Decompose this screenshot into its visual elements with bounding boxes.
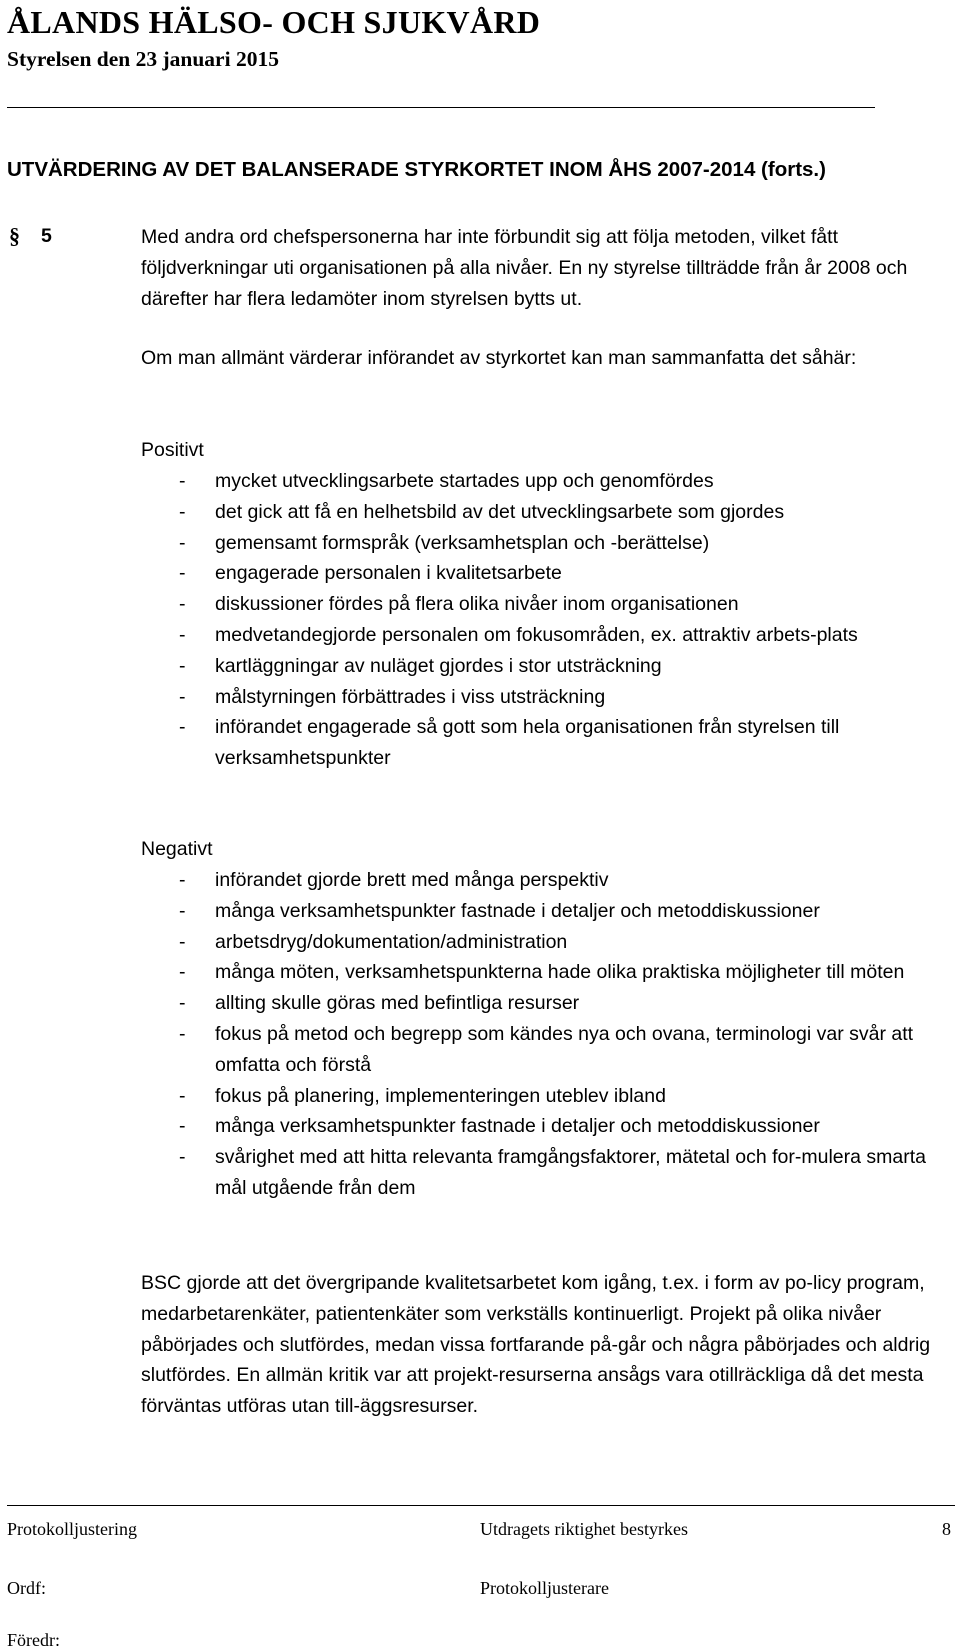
list-item-text: arbetsdryg/dokumentation/administration [215, 930, 568, 953]
list-item: - införandet engagerade så gott som hela organisationen från styrelsen till verksamhetspunkter [179, 716, 840, 770]
list-item-text: införandet engagerade så gott som hela organisationen från styrelsen till verksamhetspunkter [215, 716, 840, 770]
meeting-date: Styrelsen den 23 januari 2015 [7, 47, 279, 71]
summary-paragraph: Om man allmänt värderar införandet av styrkortet kan man sammanfatta det såhär: [141, 347, 857, 369]
intro-paragraph: Med andra ord chefspersonerna har inte förbundit sig att följa metoden, vilket fått följdverkningar uti organisationen på alla nivåer. En ny styrelse tillträdde från år 2008 och därefter har flera ledamöter inom styrelsen bytts ut. [141, 226, 908, 310]
list-item: - medvetandegjorde personalen om fokusområden, ex. attraktiv arbets-plats [179, 623, 858, 646]
list-item: - svårighet med att hitta relevanta framgångsfaktorer, mätetal och for-mulera smarta mål utgående från dem [179, 1146, 926, 1199]
list-item-text: målstyrningen förbättrades i viss utsträckning [215, 685, 606, 708]
list-item: - många verksamhetspunkter fastnade i detaljer och metoddiskussioner [179, 899, 820, 922]
list-item-text: många verksamhetspunkter fastnade i detaljer och metoddiskussioner [215, 1115, 820, 1138]
organization-title: ÅLANDS HÄLSO- OCH SJUKVÅRD [7, 4, 541, 40]
list-item: - många möten, verksamhetspunkterna hade olika praktiska möjligheter till möten [179, 961, 905, 984]
list-item: - mycket utvecklingsarbete startades upp och genomfördes [179, 470, 714, 492]
list-item: - arbetsdryg/dokumentation/administration [179, 930, 568, 953]
list-item-text: fokus på planering, implementeringen uteblev ibland [215, 1084, 666, 1107]
list-item-text: kartläggningar av nuläget gjordes i stor utsträckning [215, 654, 662, 677]
page-number: 8 [942, 1519, 951, 1539]
closing-paragraph: BSC gjorde att det övergripande kvalitetsarbetet kom igång, t.ex. i form av po-licy program, medarbetarenkäter, patientenkäter som verkställs kontinuerligt. Projekt på olika nivåer påbörjades och slutfördes, medan vissa fortfarande på-går och några påbörjades och aldrig slutfördes. En allmän kritik var att projekt-resurserna ansågs vara otillräckliga då det mesta förväntas utföras utan till-äggsresurser. [141, 1272, 931, 1418]
footer-certification: Utdragets riktighet bestyrkes [480, 1519, 688, 1539]
footer-protocol-adjustment: Protokolljustering [7, 1519, 137, 1539]
chair-label: Ordf: [7, 1578, 46, 1598]
list-item: - kartläggningar av nuläget gjordes i stor utsträckning [179, 654, 662, 677]
list-item: - fokus på metod och begrepp som kändes nya och ovana, terminologi var svår att omfatta och förstå [179, 1022, 914, 1076]
list-item: - fokus på planering, implementeringen uteblev ibland [179, 1084, 666, 1107]
list-item-text: fokus på metod och begrepp som kändes nya och ovana, terminologi var svår att omfatta och förstå [215, 1022, 914, 1076]
list-item-text: många möten, verksamhetspunkterna hade olika praktiska möjligheter till möten [215, 961, 905, 984]
list-item: - diskussioner fördes på flera olika nivåer inom organisationen [179, 593, 739, 616]
positive-heading: Positivt [141, 439, 204, 461]
list-item: - det gick att få en helhetsbild av det utvecklingsarbete som gjordes [179, 500, 785, 523]
list-item: - gemensamt formspråk (verksamhetsplan och -berättelse) [179, 531, 710, 554]
section-heading: UTVÄRDERING AV DET BALANSERADE STYRKORTET INOM ÅHS 2007-2014 (forts.) [7, 158, 826, 181]
list-item-text: det gick att få en helhetsbild av det utvecklingsarbete som gjordes [215, 500, 785, 523]
list-item-text: diskussioner fördes på flera olika nivåer inom organisationen [215, 593, 739, 616]
list-item-text: engagerade personalen i kvalitetsarbete [215, 562, 562, 585]
header-rule [7, 107, 875, 108]
positive-list [141, 466, 941, 774]
negative-heading: Negativt [141, 838, 213, 860]
list-item: - engagerade personalen i kvalitetsarbete [179, 562, 562, 585]
list-item-text: allting skulle göras med befintliga resurser [215, 992, 580, 1015]
section-number: 5 [41, 225, 52, 247]
negative-list [141, 865, 941, 1204]
section-sign-icon: § [9, 223, 20, 248]
list-item: - införandet gjorde brett med många perspektiv [179, 869, 609, 891]
list-item: - många verksamhetspunkter fastnade i detaljer och metoddiskussioner [179, 1115, 820, 1138]
list-item-text: gemensamt formspråk (verksamhetsplan och -berättelse) [215, 531, 710, 554]
list-item: - allting skulle göras med befintliga resurser [179, 992, 580, 1015]
presenter-label: Föredr: [7, 1630, 60, 1650]
adjuster-label: Protokolljusterare [480, 1578, 609, 1598]
list-item: - målstyrningen förbättrades i viss utsträckning [179, 685, 606, 708]
list-item-text: svårighet med att hitta relevanta framgångsfaktorer, mätetal och for-mulera smarta mål utgående från dem [215, 1146, 926, 1199]
list-item-text: medvetandegjorde personalen om fokusområden, ex. attraktiv arbets-plats [215, 623, 858, 646]
list-item-text: mycket utvecklingsarbete startades upp och genomfördes [215, 470, 714, 492]
footer-rule [7, 1505, 955, 1506]
list-item-text: många verksamhetspunkter fastnade i detaljer och metoddiskussioner [215, 899, 820, 922]
list-item-text: införandet gjorde brett med många perspektiv [215, 869, 609, 891]
